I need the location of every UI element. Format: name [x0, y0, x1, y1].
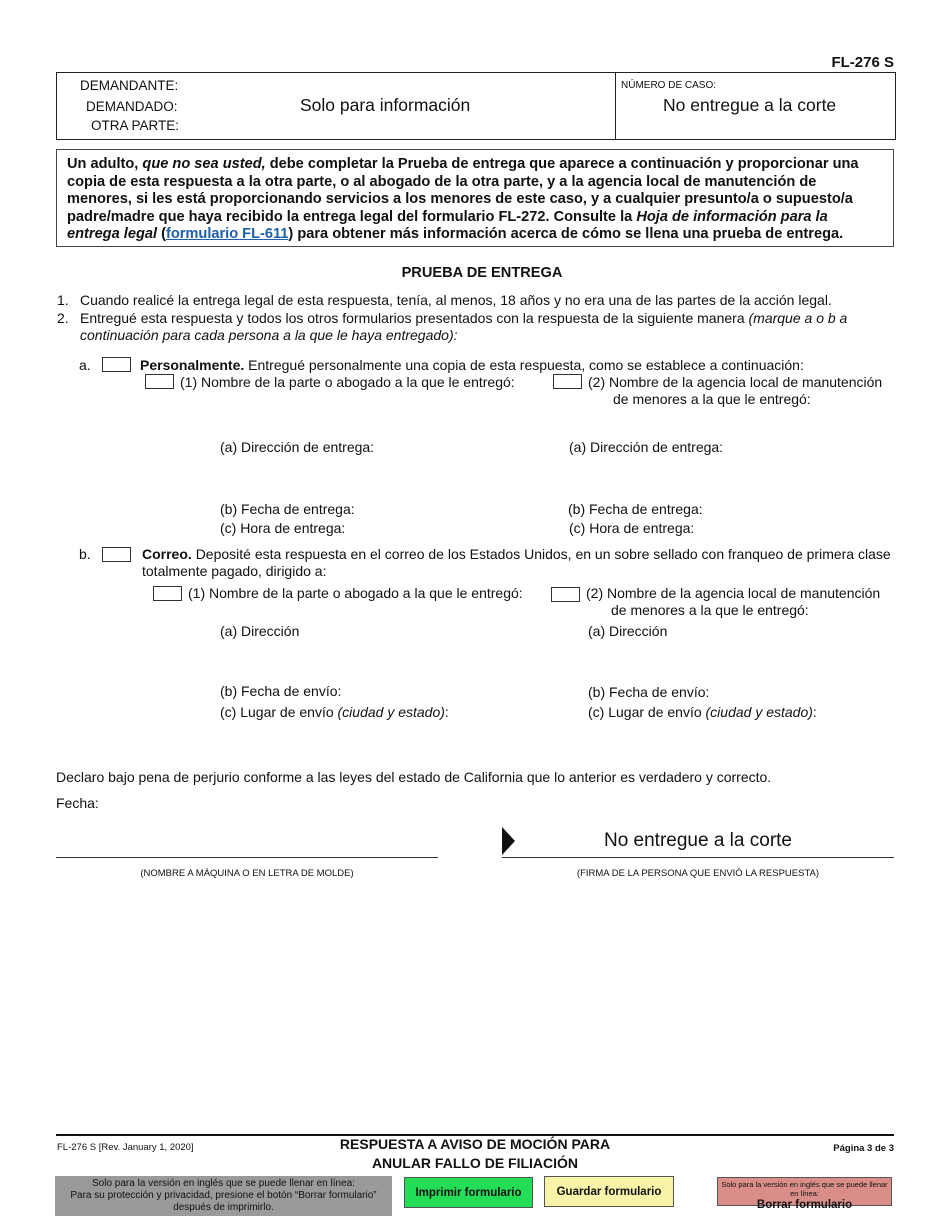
- personal-party-checkbox[interactable]: [145, 374, 174, 389]
- clear-form-button[interactable]: [717, 1177, 892, 1211]
- signature-line[interactable]: [502, 857, 894, 858]
- petitioner-label: DEMANDANTE:: [80, 78, 179, 93]
- proof-title: PRUEBA DE ENTREGA: [401, 265, 563, 281]
- b1-place-label: [220, 704, 449, 720]
- notice-text-2: que no sea usted,: [142, 156, 266, 172]
- a2-label-line2: de menores a la que le entregó:: [613, 391, 811, 407]
- form-id: FL-276 S: [831, 54, 894, 71]
- caption-box: [56, 72, 896, 140]
- footer-title-line2: ANULAR FALLO DE FILIACIÓN: [371, 1155, 579, 1171]
- respondent-label: DEMANDADO:: [86, 99, 178, 114]
- mail-checkbox[interactable]: [102, 547, 131, 562]
- a-desc: Entregué personalmente una copia de esta respuesta, como se establece a continuación:: [248, 357, 804, 373]
- footer-title-line1: RESPUESTA A AVISO DE MOCIÓN PARA: [339, 1136, 611, 1152]
- item2-num: 2.: [57, 310, 69, 326]
- privacy-line2: Para su protección y privacidad, presione el botón “Borrar formulario”: [70, 1190, 377, 1201]
- b2-label-line2: de menores a la que le entregó:: [611, 602, 809, 618]
- signature-caption: (FIRMA DE LA PERSONA QUE ENVIÓ LA RESPUESTA): [576, 868, 820, 879]
- declaration-text: Declaro bajo pena de perjurio conforme a las leyes del estado de California que lo anterior es verdadero y correcto.: [56, 769, 772, 785]
- b2-place-italic: (ciudad y estado): [705, 704, 813, 720]
- b2-label-line1: (2) Nombre de la agencia local de manutención: [586, 585, 881, 601]
- footer-page: Página 3 de 3: [833, 1143, 894, 1154]
- print-form-button[interactable]: Imprimir formulario: [404, 1177, 533, 1208]
- other-party-label: OTRA PARTE:: [91, 118, 180, 133]
- form-fl611-link[interactable]: formulario FL-611: [165, 226, 289, 242]
- b-desc: Deposité esta respuesta en el correo de los Estados Unidos, en un sobre sellado con franqueo de primera clase totalmente pagado, dirigido a:: [142, 546, 891, 579]
- b1-place-colon: :: [444, 704, 449, 720]
- mail-party-checkbox[interactable]: [153, 586, 182, 601]
- privacy-line3: después de imprimirlo.: [173, 1202, 274, 1213]
- notice-text-6: ) para obtener más información acerca de cómo se llena una prueba de entrega.: [288, 226, 844, 242]
- notice-text-3: debe completar la Prueba de entrega que aparece a continuación y proporcionar una copia de esta respuesta a la otra parte, o al abogado de la otra parte, y a la agencia local de manutención de menores, si les está proporcionando servicios a los menores de este caso, y a cualquier presunto/a o supuesto/a padre/madre que haya recibido la entrega legal del formulario FL-272. Consulte la: [67, 156, 859, 225]
- b-label: b.: [79, 546, 91, 562]
- info-only-text: Solo para información: [300, 95, 471, 115]
- b2-date-label: (b) Fecha de envío:: [588, 684, 710, 700]
- personal-agency-checkbox[interactable]: [553, 374, 582, 389]
- mail-agency-checkbox[interactable]: [551, 587, 580, 602]
- item2-main: Entregué esta respuesta y todos los otros formularios presentados con la respuesta de la siguiente manera: [80, 310, 745, 326]
- b-bold: Correo.: [142, 546, 192, 562]
- footer-rev: FL-276 S [Rev. January 1, 2020]: [57, 1142, 194, 1153]
- a2-time-label: (c) Hora de entrega:: [569, 520, 695, 536]
- case-number-value: No entregue a la corte: [663, 95, 837, 115]
- privacy-notice: [55, 1176, 392, 1216]
- notice-text-5: (: [161, 226, 166, 242]
- a2-date-label: (b) Fecha de entrega:: [568, 501, 703, 517]
- a1-label: (1) Nombre de la parte o abogado a la que le entregó:: [180, 374, 515, 390]
- a2-address-label: (a) Dirección de entrega:: [569, 439, 724, 455]
- b-text: [142, 546, 894, 580]
- item1-text: Cuando realicé la entrega legal de esta respuesta, tenía, al menos, 18 años y no era una de las partes de la acción legal.: [80, 292, 832, 308]
- clear-note: Solo para la versión en inglés que se puede llenar en línea:: [721, 1180, 888, 1198]
- b1-place-italic: (ciudad y estado): [337, 704, 445, 720]
- notice-text-1: Un adulto,: [67, 156, 139, 172]
- notice-text-4: Hoja de información para la entrega legal: [67, 208, 828, 242]
- item2-text: [80, 310, 880, 344]
- notice-box: [56, 149, 894, 247]
- b2-place-text: (c) Lugar de envío: [588, 704, 702, 720]
- b1-date-label: (b) Fecha de envío:: [220, 683, 342, 699]
- b2-place-colon: :: [812, 704, 817, 720]
- a2-label-line1: (2) Nombre de la agencia local de manutención: [588, 374, 883, 390]
- case-number-label: NÚMERO DE CASO:: [621, 80, 717, 91]
- b1-label: (1) Nombre de la parte o abogado a la que le entregó:: [188, 585, 523, 601]
- item1-num: 1.: [57, 292, 69, 308]
- b2-place-label: [588, 704, 817, 720]
- a-bold: Personalmente.: [140, 357, 245, 373]
- a1-address-label: (a) Dirección de entrega:: [220, 439, 375, 455]
- personal-checkbox[interactable]: [102, 357, 131, 372]
- save-form-button[interactable]: Guardar formulario: [544, 1176, 674, 1207]
- b1-address-label: (a) Dirección: [220, 623, 300, 639]
- clear-label: Borrar formulario: [756, 1199, 853, 1211]
- a1-time-label: (c) Hora de entrega:: [220, 520, 346, 536]
- b2-address-label: (a) Dirección: [588, 623, 668, 639]
- name-line[interactable]: [56, 857, 438, 858]
- a-text: [140, 357, 804, 373]
- b1-place-text: (c) Lugar de envío: [220, 704, 334, 720]
- date-label: Fecha:: [56, 795, 99, 811]
- a-label: a.: [79, 357, 91, 373]
- privacy-line1: Solo para la versión en inglés que se puede llenar en línea:: [92, 1178, 355, 1189]
- item2-instructions: (marque a o b a continuación para cada persona a la que le haya entregado):: [80, 310, 848, 343]
- signature-value: No entregue a la corte: [603, 830, 792, 851]
- name-caption: (NOMBRE A MÁQUINA O EN LETRA DE MOLDE): [140, 868, 354, 879]
- a1-date-label: (b) Fecha de entrega:: [220, 501, 355, 517]
